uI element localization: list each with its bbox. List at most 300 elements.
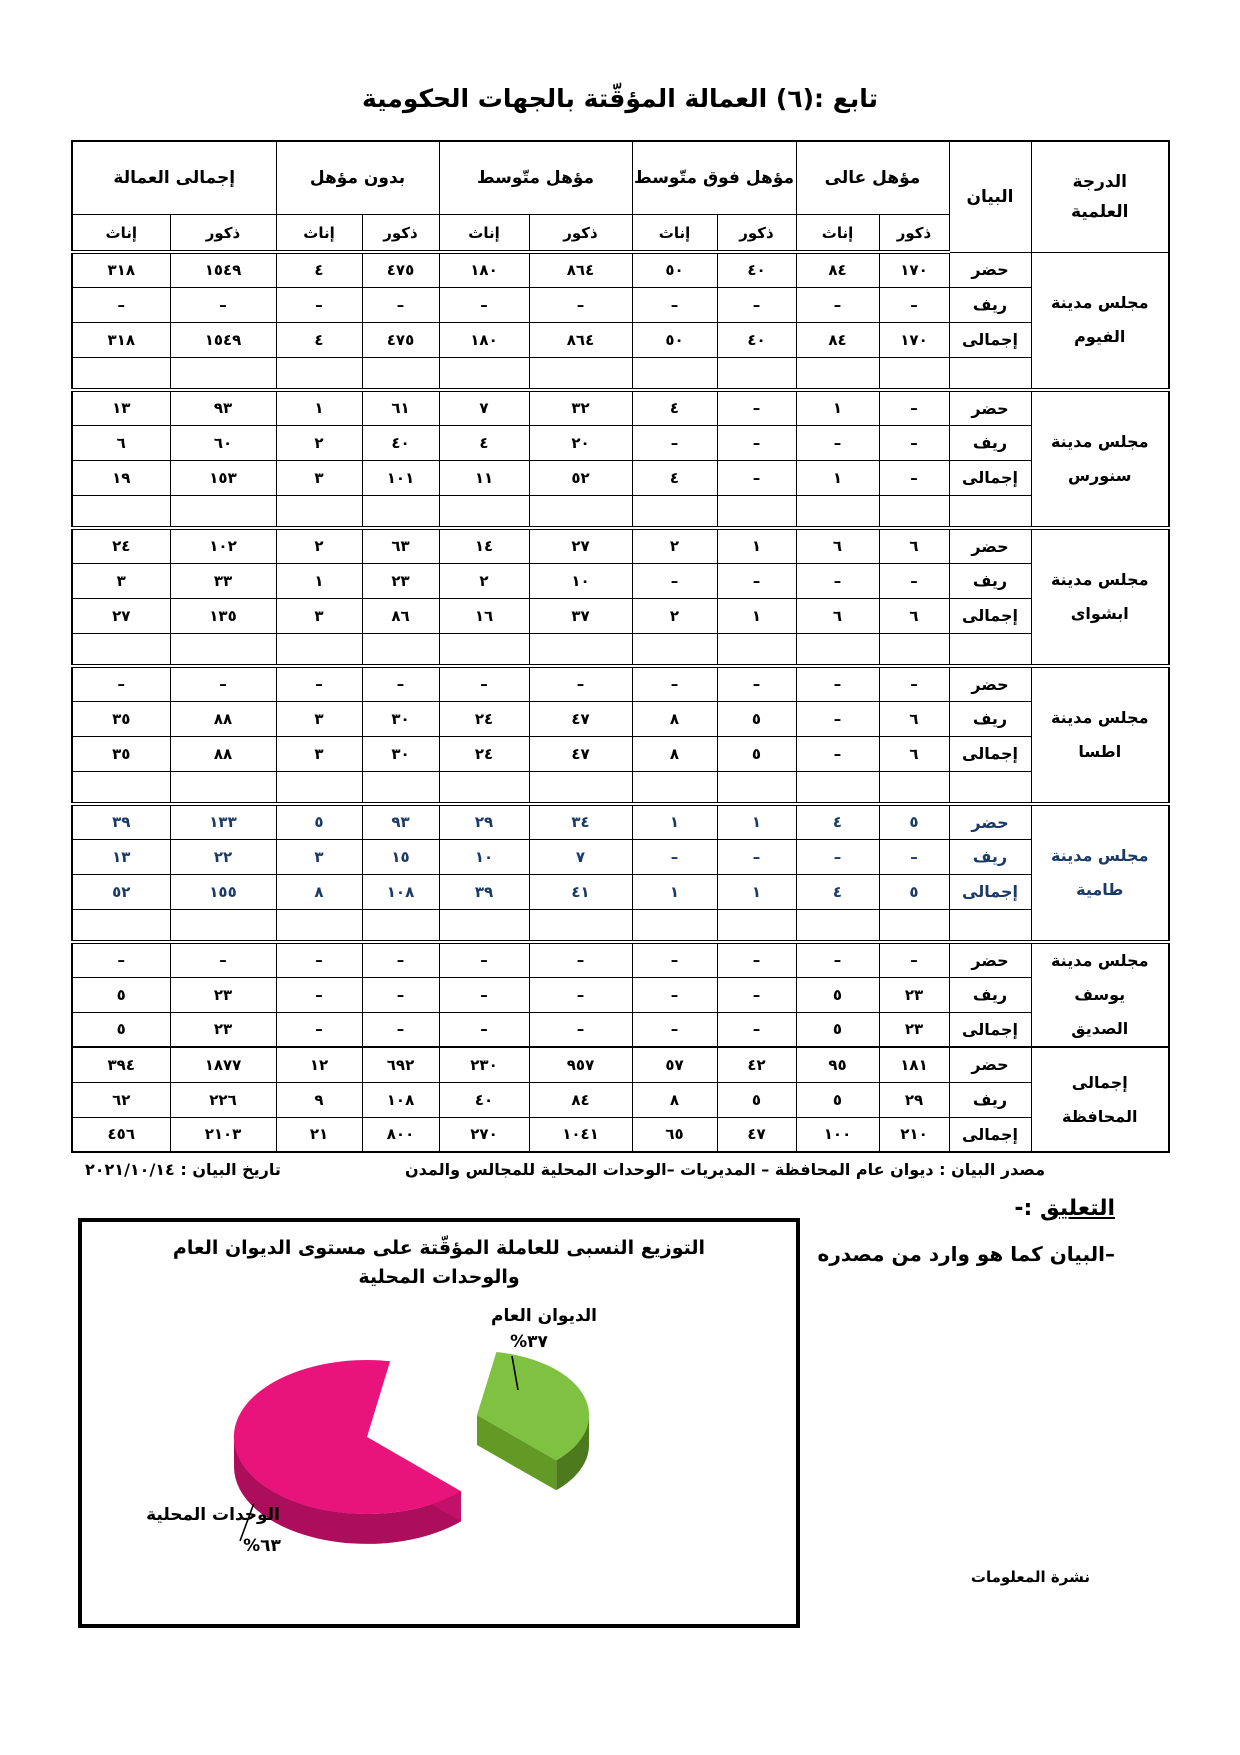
table-cell: – [717,1012,796,1047]
row-label: إجمالى [949,874,1031,909]
bayan-column-header: البيان [949,141,1031,252]
table-cell: ١ [632,874,717,909]
block-name [1031,804,1169,942]
table-cell: ١٠ [439,839,529,874]
table-cell: – [717,666,796,701]
bulletin-note: نشرة المعلومات [970,1568,1090,1586]
table-cell: ٢ [276,425,362,460]
table-cell: ٢٢٦ [170,1082,276,1117]
table-cell: – [796,736,879,771]
empty-cell [529,771,632,804]
table-cell: ٥ [796,977,879,1012]
table-row [72,287,1169,322]
table-cell: ٣ [276,839,362,874]
table-cell: ٢٣٠ [439,1047,529,1082]
table-cell: ١٨٧٧ [170,1047,276,1082]
table-cell: – [632,563,717,598]
empty-cell [717,633,796,666]
empty-cell [170,495,276,528]
table-cell: – [879,942,949,977]
table-cell: – [796,666,879,701]
table-cell: ١٣ [72,390,170,425]
table-block [72,666,1169,804]
table-cell: ٥ [72,977,170,1012]
block-name-line: مجلس مدينة [1050,432,1149,451]
table-cell: ٣٠ [362,701,439,736]
label-diwan-pct: %٣٧ [510,1332,548,1352]
table-cell: ٦ [879,598,949,633]
table-cell: ١ [796,460,879,495]
label-local-units-pct: %٦٣ [243,1536,281,1556]
table-cell: ٢٧ [529,528,632,563]
comment-heading-text: التعليق [1040,1196,1115,1221]
table-cell: ٢١ [276,1117,362,1152]
table-cell: ٢ [632,528,717,563]
table-cell: – [529,1012,632,1047]
empty-cell [362,633,439,666]
block-name-line: مجلس مدينة [1050,570,1149,589]
table-cell: ١٣٥ [170,598,276,633]
table-cell: ١٠٤١ [529,1117,632,1152]
table-cell: – [362,666,439,701]
label-local-units: الوحدات المحلية [146,1505,280,1525]
table-cell: ٢٣ [879,1012,949,1047]
block-name [1031,252,1169,390]
row-label: حضر [949,528,1031,563]
comment-body: –البيان كما هو وارد من مصدره [817,1242,1115,1266]
table-cell: – [632,666,717,701]
table-cell: – [632,425,717,460]
table-row [72,563,1169,598]
table-row [72,1012,1169,1047]
table-row [72,666,1169,701]
empty-cell [362,771,439,804]
table-cell: – [717,839,796,874]
empty-cell [72,357,170,390]
table-cell: ٢٣ [362,563,439,598]
table-cell: ١ [717,804,796,839]
empty-cell [72,633,170,666]
row-label: حضر [949,1047,1031,1082]
empty-cell [529,357,632,390]
table-cell: – [796,563,879,598]
table-cell: ٤ [632,390,717,425]
table-cell: ٢٣ [170,1012,276,1047]
table-cell: ٨٦٤ [529,322,632,357]
empty-cell [717,909,796,942]
table-cell: – [879,666,949,701]
table-row [72,1047,1169,1082]
table-cell: ١٧٠ [879,322,949,357]
table-cell: – [362,287,439,322]
table-cell: – [529,287,632,322]
table-cell: ٨٤ [529,1082,632,1117]
row-label: حضر [949,942,1031,977]
spacer-row [72,357,1169,390]
empty-cell [632,357,717,390]
table-cell: ٣٩٤ [72,1047,170,1082]
gender-header-male-3: ذكور [362,215,439,253]
empty-cell [170,771,276,804]
empty-cell [796,909,879,942]
table-row [72,977,1169,1012]
table-cell: ٦١ [362,390,439,425]
table-cell: ٢٤ [439,736,529,771]
gender-header-male-1: ذكور [717,215,796,253]
degree-column-header [1031,141,1169,252]
table-row [72,460,1169,495]
table-row [72,1117,1169,1152]
table-cell: ٣ [276,701,362,736]
table-cell: ٢٤ [439,701,529,736]
table-cell: ٦٠ [170,425,276,460]
table-cell: – [796,287,879,322]
gender-header-female-0: إناث [796,215,879,253]
table-cell: ٢٢ [170,839,276,874]
block-name-line: الفيوم [1074,327,1126,347]
empty-cell [949,909,1031,942]
table-cell: ١٥٣ [170,460,276,495]
comment-heading-punct: :- [1014,1196,1040,1221]
table-cell: ٤٠ [439,1082,529,1117]
table-cell: ٣٢ [529,390,632,425]
table-cell: ٨ [632,1082,717,1117]
table-cell: – [717,425,796,460]
table-cell: – [439,942,529,977]
table-cell: – [529,666,632,701]
table-cell: ١٤ [439,528,529,563]
table-block [72,942,1169,1047]
table-cell: ٤ [796,804,879,839]
table-cell: – [362,977,439,1012]
table-cell: – [439,1012,529,1047]
empty-cell [439,633,529,666]
table-cell: ١٠٨ [362,874,439,909]
table-cell: ٧ [439,390,529,425]
empty-cell [276,495,362,528]
table-cell: – [717,460,796,495]
empty-cell [276,909,362,942]
row-label: حضر [949,390,1031,425]
table-cell: – [879,563,949,598]
table-cell: ١٠٢ [170,528,276,563]
table-cell: ٨٨ [170,736,276,771]
table-row [72,390,1169,425]
table-cell: ٦ [879,528,949,563]
table-cell: – [276,1012,362,1047]
table-cell: ٤ [439,425,529,460]
table-cell: – [72,666,170,701]
table-cell: – [796,701,879,736]
table-cell: – [276,287,362,322]
empty-cell [632,771,717,804]
table-cell: – [276,666,362,701]
table-cell: ٣١٨ [72,322,170,357]
row-label: إجمالى [949,1012,1031,1047]
block-name-line: مجلس مدينة [1050,708,1149,727]
table-cell: ١٣ [72,839,170,874]
table-cell: ٨٦٤ [529,252,632,287]
table-cell: ٤٧ [529,736,632,771]
table-cell: – [170,666,276,701]
table-row [72,528,1169,563]
empty-cell [796,495,879,528]
table-cell: ٣ [72,563,170,598]
table-cell: ٤ [276,322,362,357]
empty-cell [72,771,170,804]
block-name-line: المحافظة [1061,1106,1138,1126]
row-label: ريف [949,839,1031,874]
row-label: إجمالى [949,460,1031,495]
table-cell: ٢ [439,563,529,598]
table-cell: ١٣٣ [170,804,276,839]
table-cell: ٦٥ [632,1117,717,1152]
empty-cell [529,909,632,942]
group-header-4: إجمالى العمالة [72,141,276,215]
empty-cell [879,771,949,804]
table-cell: ٤٧ [529,701,632,736]
table-cell: ٤٠ [717,322,796,357]
table-cell: – [362,942,439,977]
table-cell: ٨ [632,736,717,771]
table-cell: ١ [276,563,362,598]
empty-cell [276,633,362,666]
employment-table [71,140,1170,1153]
table-cell: ٢١٠ [879,1117,949,1152]
empty-cell [362,495,439,528]
table-cell: ١٥٤٩ [170,252,276,287]
table-cell: ٤ [632,460,717,495]
data-source-line: مصدر البيان : ديوان عام المحافظة – المديريات –الوحدات المحلية للمجالس والمدن [405,1160,1045,1179]
block-name-line: الصديق [1071,1019,1129,1038]
table-cell: ٣١٨ [72,252,170,287]
table-cell: ٤ [796,874,879,909]
table-cell: ٣٥ [72,701,170,736]
empty-cell [632,633,717,666]
spacer-row [72,909,1169,942]
group-header-0: مؤهل عالى [796,141,949,215]
table-cell: ٥ [717,701,796,736]
gender-header-female-4: إناث [72,215,170,253]
empty-cell [717,495,796,528]
table-cell: ١٨٠ [439,322,529,357]
table-cell: ١٨٠ [439,252,529,287]
row-label: إجمالى [949,598,1031,633]
table-cell: ٩ [276,1082,362,1117]
empty-cell [949,495,1031,528]
table-cell: ٦٢ [72,1082,170,1117]
degree-header-line: العلمية [1071,201,1129,222]
table-row [72,804,1169,839]
table-block [72,252,1169,390]
table-cell: ٣٩ [72,804,170,839]
table-cell: ٢٤ [72,528,170,563]
table-cell: ٥٠ [632,252,717,287]
empty-cell [439,357,529,390]
table-container [71,140,1170,1153]
table-row [72,322,1169,357]
gender-header-male-4: ذكور [170,215,276,253]
table-cell: ٦ [796,598,879,633]
empty-cell [949,633,1031,666]
empty-cell [632,495,717,528]
table-cell: – [717,977,796,1012]
table-cell: – [529,942,632,977]
group-header-3: بدون مؤهل [276,141,439,215]
empty-cell [796,633,879,666]
empty-cell [72,909,170,942]
table-cell: ١ [632,804,717,839]
table-cell: ٤٥٦ [72,1117,170,1152]
table-block [72,528,1169,666]
table-cell: ١٥ [362,839,439,874]
block-name-line: ابشواى [1070,604,1129,623]
table-cell: – [439,977,529,1012]
table-cell: ٢٣ [879,977,949,1012]
table-cell: ٩٥٧ [529,1047,632,1082]
row-label: ريف [949,287,1031,322]
table-cell: ٣٤ [529,804,632,839]
table-cell: ٢٣ [170,977,276,1012]
table-cell: – [717,942,796,977]
block-name-line: مجلس مدينة [1050,293,1149,313]
table-cell: ١ [717,598,796,633]
table-cell: ٣٥ [72,736,170,771]
gender-header-female-3: إناث [276,215,362,253]
gender-header-female-2: إناث [439,215,529,253]
table-cell: ١٦ [439,598,529,633]
table-cell: ٤ [276,252,362,287]
table-cell: – [632,977,717,1012]
table-row [72,942,1169,977]
table-cell: ٣ [276,598,362,633]
spacer-row [72,633,1169,666]
table-block [72,390,1169,528]
table-cell: – [796,425,879,460]
empty-cell [439,771,529,804]
table-row [72,425,1169,460]
degree-header-line: الدرجة [1072,171,1127,192]
table-row [72,874,1169,909]
table-cell: ٢٩ [439,804,529,839]
spacer-row [72,771,1169,804]
table-cell: – [529,977,632,1012]
table-cell: ١٧٠ [879,252,949,287]
table-cell: ٣٠ [362,736,439,771]
row-label: إجمالى [949,1117,1031,1152]
table-cell: ٥ [879,874,949,909]
table-row [72,598,1169,633]
table-cell: – [879,425,949,460]
empty-cell [879,909,949,942]
table-cell: – [632,942,717,977]
empty-cell [362,909,439,942]
table-cell: ٣٧ [529,598,632,633]
table-cell: ٦ [879,701,949,736]
table-cell: ٥٢ [529,460,632,495]
empty-cell [276,771,362,804]
empty-cell [796,357,879,390]
table-cell: – [879,460,949,495]
row-label: ريف [949,977,1031,1012]
table-cell: ١٠١ [362,460,439,495]
table-cell: ٩٣ [170,390,276,425]
empty-cell [439,909,529,942]
gender-header-male-0: ذكور [879,215,949,253]
table-cell: ٢٩ [879,1082,949,1117]
table-cell: ١ [717,528,796,563]
table-cell: – [879,287,949,322]
block-name [1031,390,1169,528]
table-cell: – [439,666,529,701]
table-cell: – [632,1012,717,1047]
table-cell: ٨٤ [796,252,879,287]
table-cell: ٥ [879,804,949,839]
block-name [1031,1047,1169,1152]
table-cell: ٨ [632,701,717,736]
block-name-line: اطسا [1078,742,1122,761]
row-label: حضر [949,804,1031,839]
table-cell: ٤٢ [717,1047,796,1082]
table-cell: ٣ [276,460,362,495]
page-title: تابع :(٦) العمالة المؤقّتة بالجهات الحكومية [362,84,878,113]
row-label: إجمالى [949,736,1031,771]
table-cell: – [879,839,949,874]
table-cell: ٤١ [529,874,632,909]
row-label: حضر [949,252,1031,287]
table-cell: – [632,287,717,322]
pie-chart [82,1222,804,1632]
table-block [72,1047,1169,1152]
block-name [1031,528,1169,666]
table-cell: – [717,390,796,425]
empty-cell [72,495,170,528]
empty-cell [170,909,276,942]
table-cell: ٣ [276,736,362,771]
row-label: ريف [949,425,1031,460]
table-cell: ٥ [717,1082,796,1117]
table-cell: ٦٩٢ [362,1047,439,1082]
table-cell: – [439,287,529,322]
table-cell: ٨ [276,874,362,909]
empty-cell [879,495,949,528]
row-label: ريف [949,563,1031,598]
table-cell: ٤٧ [717,1117,796,1152]
table-cell: – [632,839,717,874]
table-cell: ١ [717,874,796,909]
empty-cell [170,357,276,390]
table-cell: – [276,942,362,977]
row-label: ريف [949,1082,1031,1117]
table-cell: ٥ [72,1012,170,1047]
table-cell: ٦ [879,736,949,771]
group-header-2: مؤهل متّوسط [439,141,632,215]
empty-cell [439,495,529,528]
label-diwan: الديوان العام [491,1306,597,1326]
table-row [72,252,1169,287]
empty-cell [529,633,632,666]
table-cell: ٤٧٥ [362,252,439,287]
table-cell: ٩٥ [796,1047,879,1082]
table-cell: ٢٧ [72,598,170,633]
table-row [72,839,1169,874]
block-name-line: مجلس مدينة [1050,951,1149,970]
empty-cell [362,357,439,390]
table-cell: ٥ [276,804,362,839]
table-cell: ١ [796,390,879,425]
row-label: حضر [949,666,1031,701]
table-cell: ٦ [72,425,170,460]
